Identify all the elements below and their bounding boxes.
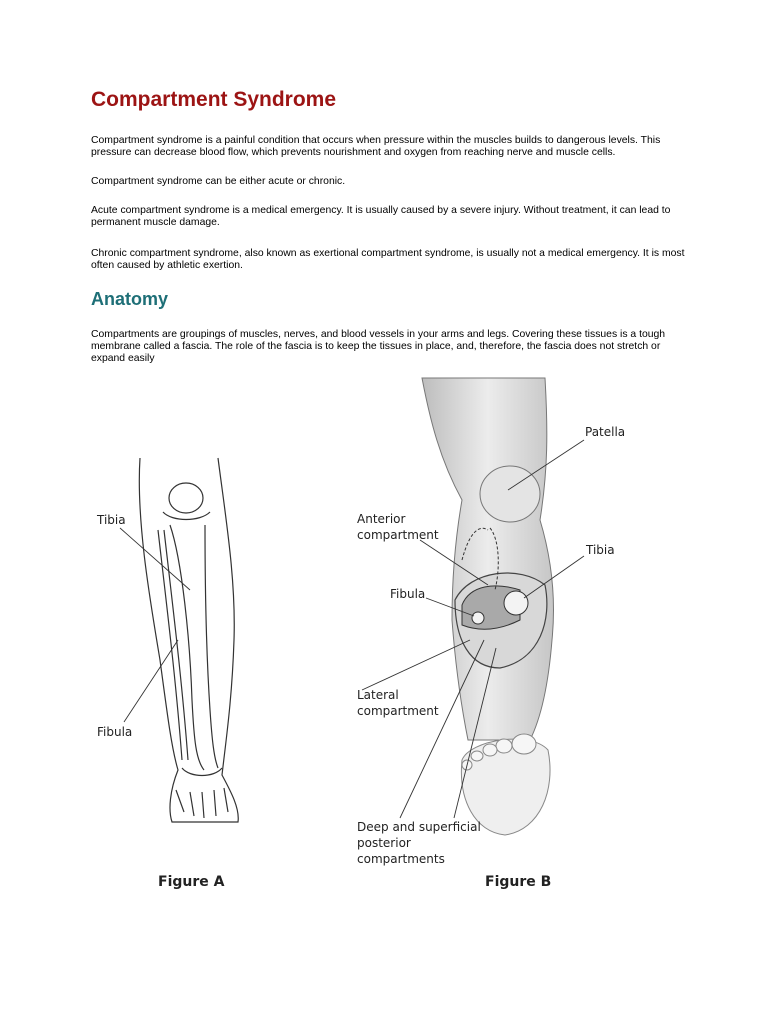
label-posterior-line3: compartments: [357, 852, 445, 866]
label-tibia-a: Tibia: [97, 513, 126, 527]
lateral-leader-line: [362, 640, 470, 690]
intro-paragraph-2: Compartment syndrome can be either acute or chronic.: [91, 176, 346, 187]
page-title: Compartment Syndrome: [91, 88, 337, 111]
label-fibula-a: Fibula: [97, 725, 133, 739]
label-posterior-line2: posterior: [357, 836, 411, 850]
label-posterior-line1: Deep and superficial: [357, 820, 481, 834]
caption-figure-b: Figure B: [485, 874, 552, 890]
label-lateral-line1: Lateral: [357, 688, 399, 702]
anatomy-heading: Anatomy: [91, 289, 169, 309]
label-anterior-line2: compartment: [357, 528, 439, 542]
label-lateral-line2: compartment: [357, 704, 439, 718]
anatomy-paragraph: Compartments are groupings of muscles, nerves, and blood vessels in your arms and legs. Covering these tissues is a tough membrane called a fascia. The role of the fascia is to keep the tissues in place, and, therefore, the fascia does not stretch or expand easily: [91, 329, 666, 364]
caption-figure-a: Figure A: [158, 874, 225, 890]
label-patella: Patella: [585, 425, 626, 439]
intro-paragraph-1: Compartment syndrome is a painful condition that occurs when pressure within the muscles builds to dangerous levels. This pressure can decrease blood flow, which prevents nourishment and oxygen from reaching nerve and muscle cells.: [91, 135, 661, 158]
intro-paragraph-3: Acute compartment syndrome is a medical emergency. It is usually caused by a severe injury. Without treatment, it can lead to permanent muscle damage.: [91, 205, 671, 228]
intro-paragraph-4: Chronic compartment syndrome, also known as exertional compartment syndrome, is usually not a medical emergency. It is most often caused by athletic exertion.: [91, 248, 685, 271]
label-anterior-line1: Anterior: [357, 512, 406, 526]
label-fibula-b: Fibula: [390, 587, 426, 601]
label-tibia-b: Tibia: [586, 543, 615, 557]
